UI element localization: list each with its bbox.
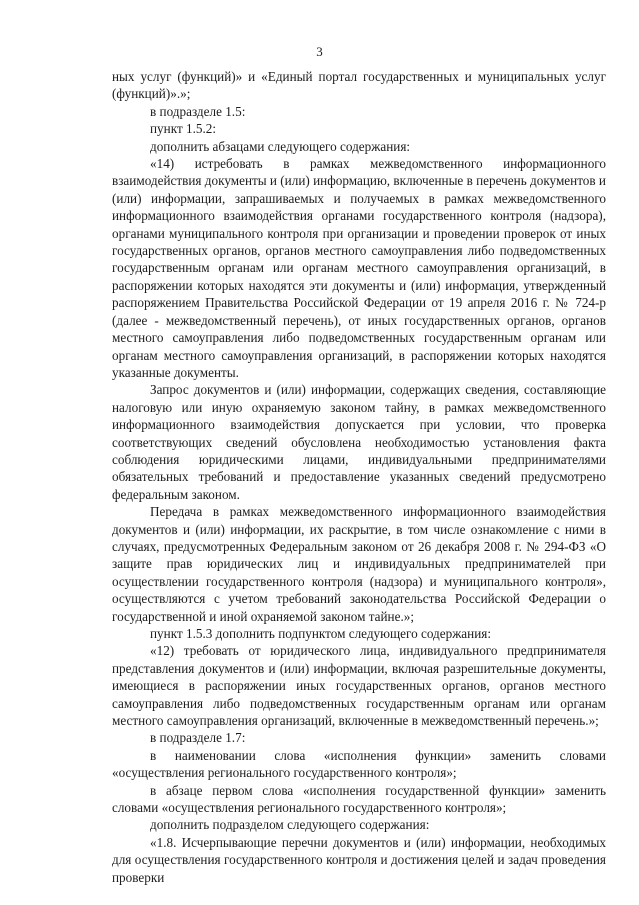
page-number: 3 (316, 44, 323, 59)
paragraph-first-paragraph-replacement: в абзаце первом слова «исполнения государственной функции» заменить словами «осуществления регионального государственного контроля»; (112, 782, 606, 816)
paragraph-section-1-8: «1.8. Исчерпывающие перечни документов и (или) информации, необходимых для осуществления государственного контроля и достижения целей и задач проведения проверки (112, 834, 606, 885)
paragraph-clause-12: «12) требовать от юридического лица, индивидуального предпринимателя представления документов и (или) информации, включая разрешительные документы, имеющиеся в распоряжении иных государственных органов, органов местного самоуправления либо подведомственных государственным органам или органам местного самоуправления организаций, включенные в межведомственный перечень.»; (112, 643, 606, 729)
paragraph-item-1-5-2: пункт 1.5.2: (150, 121, 217, 137)
document-body (112, 68, 606, 886)
paragraph-name-replacement: в наименовании слова «исполнения функции» заменить словами «осуществления регионального государственного контроля»; (112, 747, 606, 781)
paragraph-subsection-1-7: в подразделе 1.7: (150, 730, 246, 746)
paragraph-request-documents: Запрос документов и (или) информации, содержащих сведения, составляющие налоговую или иную охраняемую законом тайну, в рамках межведомственного информационного взаимодействия допускается при условии, что проверка соответствующих сведений обусловлена необходимостью установления факта соблюдения юридическими лицами, индивидуальными предпринимателями обязательных требований и предоставление указанных сведений предусмотрено федеральным законом. (112, 382, 606, 502)
paragraph-transfer-documents: Передача в рамках межведомственного информационного взаимодействия документов и (или) информации, их раскрытие, в том числе ознакомление с ними в случаях, предусмотренных Федеральным законом от 26 декабря 2008 г. № 294-ФЗ «О защите прав юридических лиц и индивидуальных предпринимателей при осуществлении государственного контроля (надзора) и муниципального контроля», осуществляются с учетом требований законодательства Российской Федерации о государственной и иной охраняемой законом тайне.»; (112, 504, 606, 624)
paragraph-item-1-5-3: пункт 1.5.3 дополнить подпунктом следующего содержания: (150, 626, 491, 641)
paragraph-add-subsection: дополнить подразделом следующего содержания: (150, 817, 430, 833)
paragraph-add-clauses: дополнить абзацами следующего содержания: (150, 138, 411, 154)
paragraph-continuation: ных услуг (функций)» и «Единый портал государственных и муниципальных услуг (функций)».»; (112, 69, 606, 102)
paragraph-subsection-1-5: в подразделе 1.5: (150, 103, 246, 119)
paragraph-clause-14: «14) истребовать в рамках межведомственного информационного взаимодействия документы и (или) информацию, включенные в перечень документов и (или) информации, запрашиваемых и получаемых в рамках межведомственного информационного взаимодействия органами государственного контроля (надзора), органами муниципального контроля при организации и проведении проверок от иных государственных органов, органов местного самоуправления либо подведомственных государственным органам или органам местного самоуправления организаций, в распоряжении которых находятся эти документы и (или) информация, утвержденный распоряжением Правительства Российской Федерации от 19 апреля 2016 г. № 724-р (далее - межведомственный перечень), от иных государственных органов, органов местного самоуправления либо подведомственных государственным органам или органам местного самоуправления организаций, в распоряжении которых находятся указанные документы. (112, 156, 606, 380)
